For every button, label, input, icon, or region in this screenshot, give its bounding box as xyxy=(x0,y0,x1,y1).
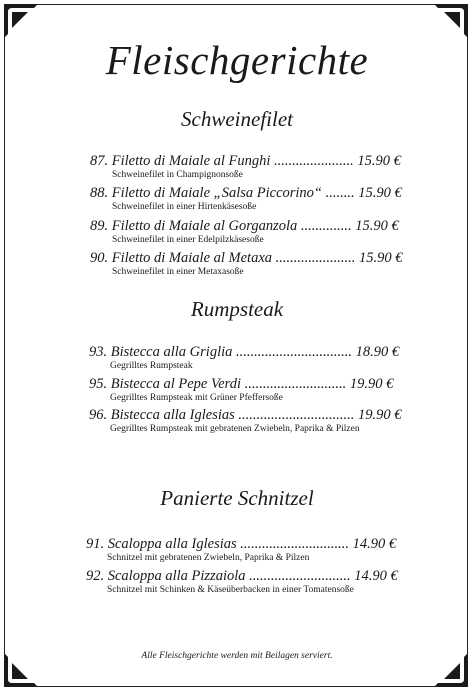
menu-item-line: 96. Bistecca alla Iglesias ................................ 19.90 € xyxy=(89,407,402,423)
section-heading-rumpsteak: Rumpsteak xyxy=(190,297,284,321)
corner-ornament-top-right xyxy=(434,4,468,38)
menu-item-line: 87. Filetto di Maiale al Funghi ...................... 15.90 € xyxy=(90,153,401,169)
menu-item-line: 89. Filetto di Maiale al Gorganzola .............. 15.90 € xyxy=(90,218,399,234)
menu-item-description: Gegrilltes Rumpsteak mit gebratenen Zwiebeln, Paprika & Pilzen xyxy=(110,424,360,434)
menu-item-description: Schweinefilet in einer Metaxasoße xyxy=(112,267,244,277)
menu-item-line: 90. Filetto di Maiale al Metaxa ...................... 15.90 € xyxy=(90,250,403,266)
page-title: Fleischgerichte xyxy=(105,37,369,83)
menu-item-description: Schweinefilet in Champignonsoße xyxy=(112,170,243,180)
menu-item-line: 95. Bistecca al Pepe Verdi ............................ 19.90 € xyxy=(89,376,394,392)
menu-item-line: 91. Scaloppa alla Iglesias .............................. 14.90 € xyxy=(86,536,397,552)
menu-item-line: 93. Bistecca alla Griglia ................................ 18.90 € xyxy=(89,344,400,360)
menu-item-description: Schnitzel mit gebratenen Zwiebeln, Paprika & Pilzen xyxy=(107,553,310,563)
menu-item-description: Schweinefilet in einer Hirtenkäsesoße xyxy=(112,202,257,212)
section-heading-schweinefilet: Schweinefilet xyxy=(181,107,293,131)
footer-note: Alle Fleischgerichte werden mit Beilagen serviert. xyxy=(141,651,333,661)
menu-item-description: Schweinefilet in einer Edelpilzkäsesoße xyxy=(112,235,264,245)
menu-item-line: 92. Scaloppa alla Pizzaiola ............................ 14.90 € xyxy=(86,568,398,584)
menu-item-description: Gegrilltes Rumpsteak xyxy=(110,361,193,371)
menu-item-line: 88. Filetto di Maiale „Salsa Piccorino“ ........ 15.90 € xyxy=(90,185,402,201)
menu-item-description: Gegrilltes Rumpsteak mit Grüner Pfeffersoße xyxy=(110,393,283,403)
corner-ornament-top-left xyxy=(4,4,38,38)
menu-item-description: Schnitzel mit Schinken & Käseüberbacken in einer Tomatensoße xyxy=(107,585,354,595)
section-heading-panierte-schnitzel: Panierte Schnitzel xyxy=(160,486,314,510)
